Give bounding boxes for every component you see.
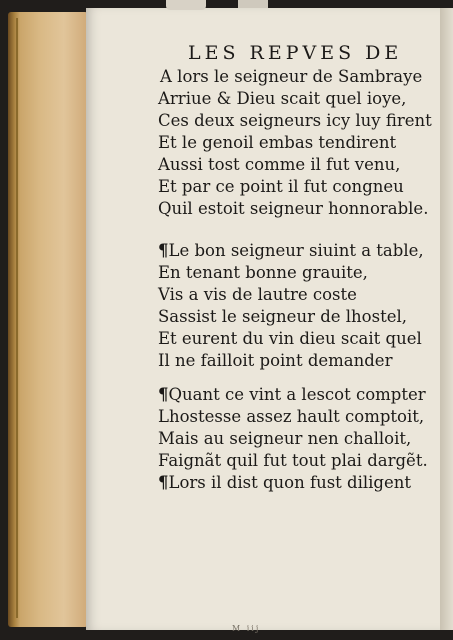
verse-line: Et par ce point il fut congneu	[158, 177, 404, 196]
facing-page-edge	[440, 8, 453, 630]
verse-text: Lors il dist quon fust diligent	[168, 473, 412, 492]
verse-line: Quil estoit seigneur honnorable.	[158, 199, 429, 218]
verse-line: Arriue & Dieu scait quel ioye,	[158, 89, 407, 108]
signature-mark: M iij	[232, 624, 261, 633]
verse-text: Le bon seigneur siuint a table,	[168, 241, 424, 260]
verse-line-with-pilcrow	[158, 384, 426, 406]
verse-line: Et le genoil embas tendirent	[158, 133, 397, 152]
verse-line: Vis a vis de lautre coste	[158, 285, 357, 304]
verse-line: Il ne failloit point demander	[158, 351, 393, 370]
verse-line: Sassist le seigneur de lhostel,	[158, 307, 407, 326]
pilcrow-mark: ¶	[158, 385, 169, 404]
running-header: LES REPVES DE	[188, 42, 403, 64]
verse-line: Faignãt quil fut tout plai dargẽt.	[158, 451, 428, 470]
verse-line: Ces deux seigneurs icy luy firent	[158, 111, 432, 130]
verse-line: En tenant bonne grauite,	[158, 263, 368, 282]
pilcrow-mark: ¶	[158, 241, 169, 260]
verse-line: Aussi tost comme il fut venu,	[158, 155, 401, 174]
verse-line-with-pilcrow	[158, 240, 424, 262]
verse-line: Lhostesse assez hault comptoit,	[158, 407, 425, 426]
binding-line	[16, 18, 18, 618]
bookmark-tab-2	[238, 0, 268, 8]
pilcrow-mark: ¶	[158, 473, 169, 492]
verse-line-with-pilcrow	[158, 472, 411, 494]
verse-text: Quant ce vint a lescot compter	[168, 385, 426, 404]
book-page-edges	[8, 12, 88, 627]
verse-line: Et eurent du vin dieu scait quel	[158, 329, 422, 348]
verse-line: A lors le seigneur de Sambraye	[160, 67, 423, 86]
bookmark-tab	[166, 0, 206, 10]
verse-line: Mais au seigneur nen challoit,	[158, 429, 412, 448]
